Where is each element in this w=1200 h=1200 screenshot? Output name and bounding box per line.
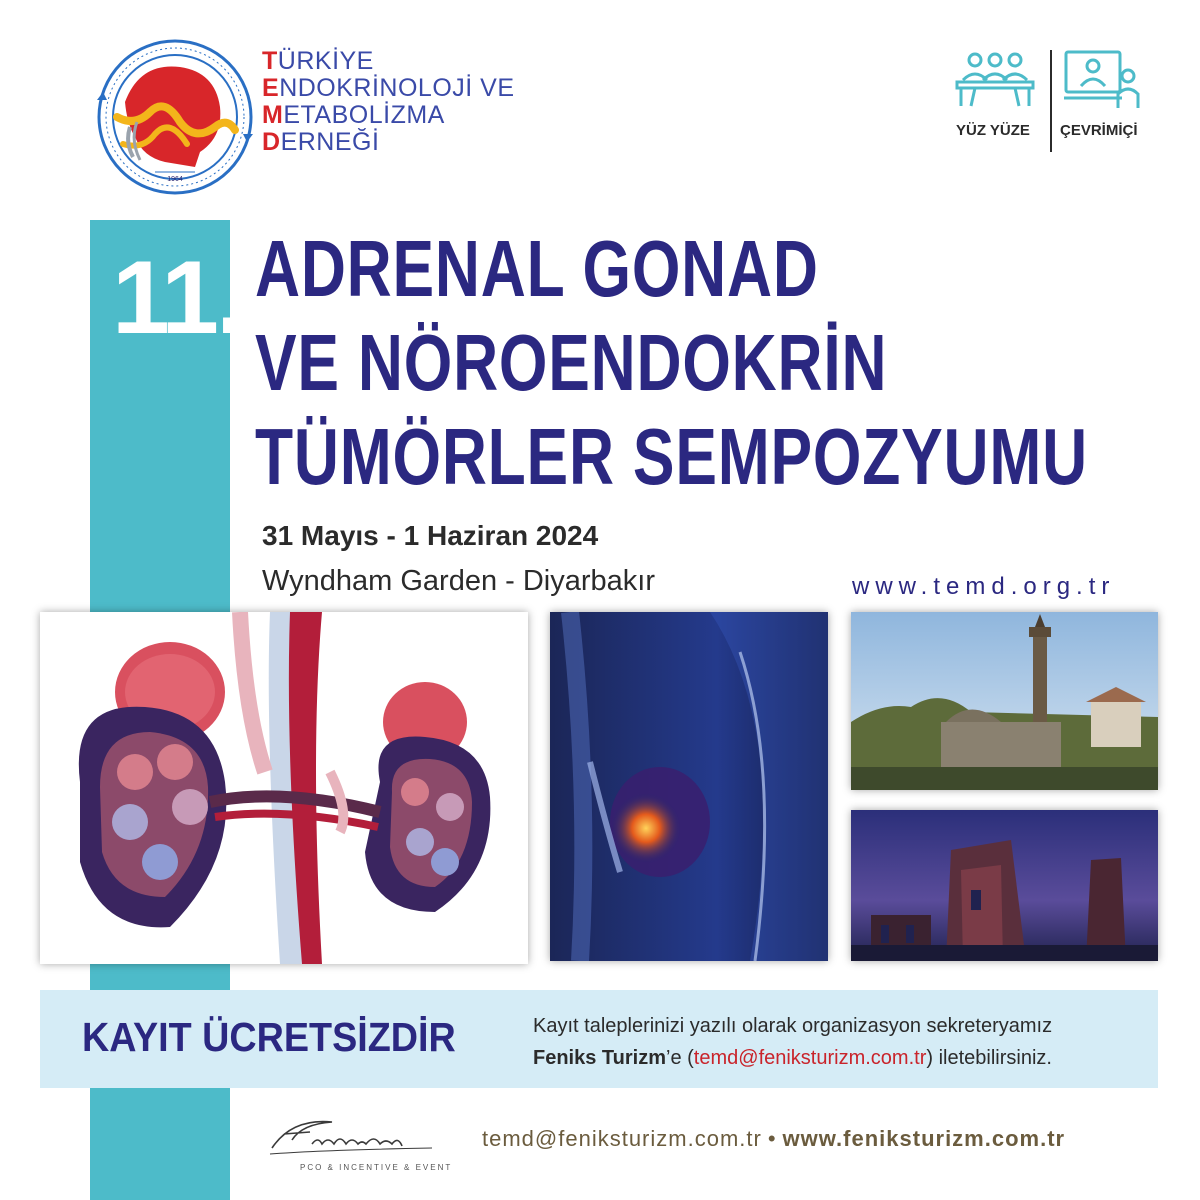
attendance-mode [950, 50, 1150, 160]
registration-email-link[interactable]: temd@feniksturizm.com.tr [693, 1047, 927, 1069]
event-date: 31 Mayıs - 1 Haziran 2024 [262, 520, 599, 551]
society-name-line: METABOLİZMA [262, 101, 445, 129]
society-name [262, 48, 522, 156]
edition-number: 11. [112, 240, 242, 356]
organizer-name: Feniks Turizm [533, 1047, 666, 1069]
event-venue: Wyndham Garden - Diyarbakır [262, 565, 655, 597]
meeting-table-icon [955, 50, 1035, 110]
registration-title: KAYIT ÜCRETSİZDİR [82, 1014, 456, 1060]
face-to-face-label: YÜZ YÜZE [956, 122, 1030, 139]
adrenal-xray-image [550, 612, 828, 961]
diyarbakir-mosque-photo [851, 612, 1158, 790]
event-title-line: VE NÖROENDOKRİN [255, 318, 888, 407]
logo-year: 1964 [167, 176, 183, 183]
event-title [255, 222, 1155, 504]
registration-instructions: Kayıt taleplerinizi yazılı olarak organizasyon sekreteryamız Feniks Turizm’e (temd@feniksturizm.com.tr) iletebilirsiniz. [533, 1015, 1053, 1069]
kidneys-illustration [40, 612, 528, 964]
society-name-line: ENDOKRİNOLOJİ VE [262, 74, 515, 102]
footer-email-link[interactable]: temd@feniksturizm.com.tr [482, 1126, 762, 1151]
feniks-signature-icon [262, 1110, 442, 1160]
ancient-ruins-night-photo [851, 810, 1158, 961]
event-title-line: TÜMÖRLER SEMPOZYUMU [255, 412, 1088, 501]
society-logo [95, 32, 255, 202]
society-name-line: DERNEĞİ [262, 128, 380, 156]
society-name-line: TÜRKİYE [262, 47, 374, 75]
footer-site-link[interactable]: www.feniksturizm.com.tr [782, 1126, 1066, 1151]
video-conference-icon [1062, 50, 1142, 110]
society-seal-icon [95, 32, 255, 202]
online-label: ÇEVRİMİÇİ [1060, 122, 1138, 139]
mode-divider [1050, 50, 1052, 152]
event-title-line: ADRENAL GONAD [255, 224, 819, 313]
footer-separator: • [767, 1126, 777, 1151]
registration-line-1: Kayıt taleplerinizi yazılı olarak organizasyon sekreteryamız [533, 1015, 1053, 1037]
feniks-tagline: PCO & INCENTIVE & EVENT [300, 1163, 453, 1172]
registration-banner [40, 990, 1158, 1088]
footer-contact [482, 1126, 1065, 1152]
event-website-link[interactable]: www.temd.org.tr [852, 573, 1116, 600]
